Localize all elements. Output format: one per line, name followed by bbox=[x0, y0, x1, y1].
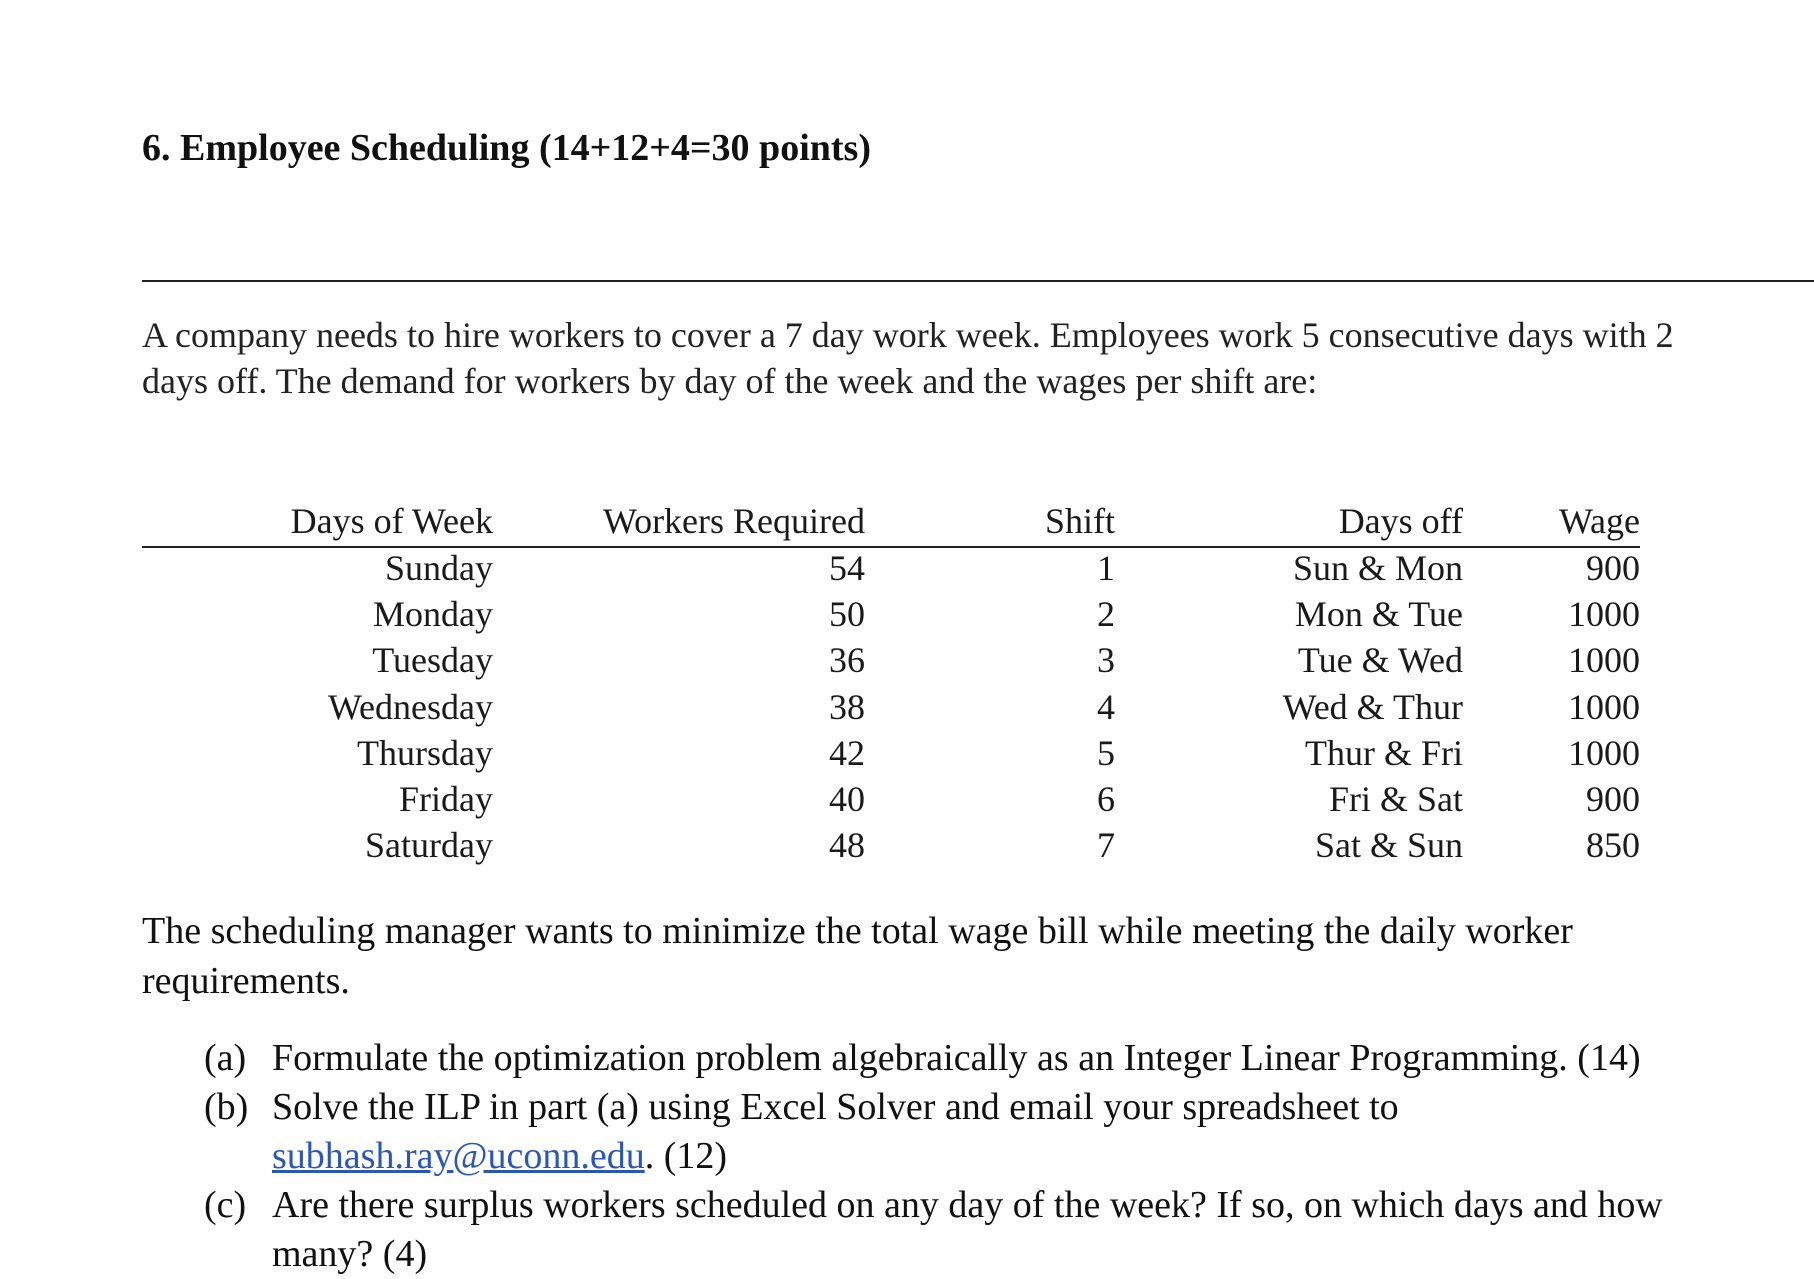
question-list bbox=[204, 1034, 1794, 1279]
cell-workers: 48 bbox=[829, 825, 865, 866]
intro-line: days off. The demand for workers by day of the week and the wages per shift are: bbox=[142, 361, 1318, 401]
cell-shift: 6 bbox=[1097, 779, 1115, 819]
cell-days-off: Mon & Tue bbox=[1294, 594, 1463, 635]
header-wage: Wage bbox=[1558, 501, 1640, 541]
header-shift: Shift bbox=[1044, 501, 1115, 541]
header-days-of-week: Days of Week bbox=[290, 501, 493, 541]
question-suffix: . (12) bbox=[644, 1135, 728, 1177]
cell-workers: 36 bbox=[829, 640, 865, 681]
cell-workers: 42 bbox=[829, 732, 865, 773]
objective-paragraph bbox=[142, 906, 1782, 1006]
question-label: (b) bbox=[204, 1086, 249, 1128]
cell-day: Saturday bbox=[365, 825, 493, 866]
cell-day: Wednesday bbox=[327, 686, 493, 727]
cell-shift: 7 bbox=[1097, 825, 1115, 866]
question-a bbox=[204, 1034, 1794, 1083]
question-b bbox=[204, 1083, 1794, 1181]
question-text: many? (4) bbox=[272, 1233, 428, 1275]
question-heading: 6. Employee Scheduling (14+12+4=30 points) bbox=[142, 127, 871, 169]
question-text: Are there surplus workers scheduled on any day of the week? If so, on which days and how bbox=[272, 1184, 1663, 1226]
cell-wage: 900 bbox=[1586, 548, 1640, 588]
question-text: Solve the ILP in part (a) using Excel Solver and email your spreadsheet to bbox=[272, 1086, 1399, 1128]
cell-day: Sunday bbox=[385, 548, 493, 588]
intro-line: A company needs to hire workers to cover a 7 day work week. Employees work 5 consecutive days with 2 bbox=[142, 315, 1674, 355]
question-c bbox=[204, 1181, 1794, 1279]
cell-days-off: Thur & Fri bbox=[1305, 732, 1463, 773]
cell-wage: 900 bbox=[1586, 779, 1640, 819]
cell-wage: 850 bbox=[1586, 825, 1640, 866]
cell-wage: 1000 bbox=[1568, 732, 1640, 773]
objective-line: The scheduling manager wants to minimize the total wage bill while meeting the daily worker bbox=[142, 910, 1573, 952]
cell-workers: 50 bbox=[829, 594, 865, 635]
cell-shift: 4 bbox=[1097, 686, 1115, 727]
cell-wage: 1000 bbox=[1568, 594, 1640, 635]
cell-days-off: Tue & Wed bbox=[1297, 640, 1463, 681]
cell-days-off: Sun & Mon bbox=[1292, 548, 1463, 588]
email-link[interactable]: subhash.ray@uconn.edu bbox=[272, 1135, 645, 1177]
cell-days-off: Sat & Sun bbox=[1314, 825, 1463, 866]
cell-days-off: Fri & Sat bbox=[1328, 779, 1463, 819]
cell-shift: 3 bbox=[1097, 640, 1115, 681]
cell-shift: 2 bbox=[1097, 594, 1115, 635]
cell-wage: 1000 bbox=[1568, 686, 1640, 727]
cell-day: Tuesday bbox=[372, 640, 493, 681]
objective-line: requirements. bbox=[142, 960, 350, 1002]
cell-day: Thursday bbox=[357, 732, 493, 773]
cell-shift: 1 bbox=[1097, 548, 1115, 588]
header-workers-required: Workers Required bbox=[602, 501, 865, 541]
question-label: (c) bbox=[204, 1184, 247, 1226]
question-text: Formulate the optimization problem algebraically as an Integer Linear Programming. (14) bbox=[272, 1037, 1641, 1079]
question-label: (a) bbox=[204, 1037, 247, 1079]
cell-workers: 38 bbox=[829, 686, 865, 727]
header-days-off: Days off bbox=[1338, 501, 1463, 541]
section-divider bbox=[142, 280, 1814, 282]
question-text bbox=[272, 1132, 1794, 1181]
cell-day: Monday bbox=[373, 594, 493, 635]
cell-wage: 1000 bbox=[1568, 640, 1640, 681]
cell-workers: 54 bbox=[829, 548, 865, 588]
cell-day: Friday bbox=[399, 779, 493, 819]
intro-paragraph bbox=[142, 312, 1782, 404]
cell-days-off: Wed & Thur bbox=[1282, 686, 1463, 727]
cell-workers: 40 bbox=[829, 779, 865, 819]
cell-shift: 5 bbox=[1097, 732, 1115, 773]
